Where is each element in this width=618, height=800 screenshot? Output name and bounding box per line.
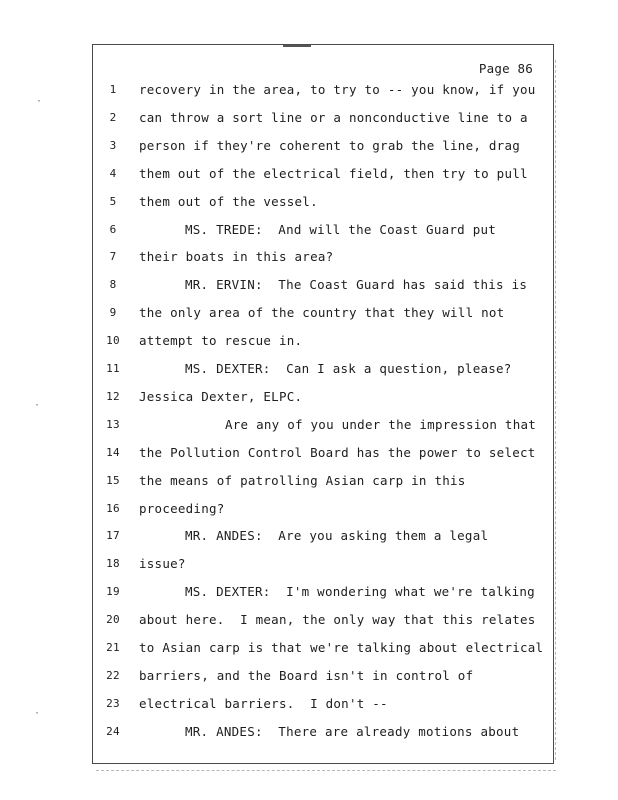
line-text: issue?	[139, 556, 186, 572]
line-text: can throw a sort line or a nonconductive line to a	[139, 109, 528, 125]
line-text: to Asian carp is that we're talking about electrical	[139, 640, 544, 655]
line-text: MS. TREDE: And will the Coast Guard put	[185, 221, 497, 237]
line-text: barriers, and the Board isn't in control of	[139, 667, 474, 683]
page-number: Page 86	[478, 61, 533, 76]
line-number: 14	[106, 445, 120, 459]
line-number: 19	[106, 585, 120, 599]
transcript-line	[93, 136, 553, 156]
line-number: 1	[109, 83, 117, 96]
transcript-line	[93, 526, 553, 546]
line-number: 17	[106, 529, 120, 543]
transcript-line	[93, 275, 553, 295]
line-number: 13	[106, 417, 120, 431]
line-text: the only area of the country that they will not	[139, 305, 505, 321]
line-text: recovery in the area, to try to -- you know, if you	[139, 82, 536, 97]
line-number: 3	[109, 138, 117, 152]
transcript-line	[93, 331, 553, 351]
transcript-line	[93, 108, 553, 128]
line-number: 16	[106, 501, 120, 515]
transcript-line	[93, 220, 553, 240]
line-number: 15	[106, 473, 120, 487]
transcript-line	[93, 499, 553, 519]
line-number: 5	[109, 194, 117, 208]
line-number: 10	[106, 334, 120, 348]
line-number: 11	[106, 362, 120, 375]
transcript-page	[92, 44, 554, 764]
transcript-line	[93, 303, 553, 323]
line-text: them out of the vessel.	[139, 193, 318, 209]
transcript-line	[93, 582, 553, 602]
line-number: 2	[109, 110, 117, 124]
line-number: 21	[106, 641, 120, 654]
transcript-line	[93, 415, 553, 435]
line-number: 12	[106, 389, 120, 403]
margin-mark: ·	[36, 96, 43, 107]
line-text: MR. ANDES: Are you asking them a legal	[185, 528, 489, 544]
transcript-line	[93, 694, 553, 714]
margin-mark: ·	[34, 708, 41, 719]
right-scan-edge	[555, 60, 560, 760]
line-number: 4	[109, 166, 117, 180]
line-number: 6	[109, 222, 117, 236]
line-number: 24	[106, 724, 120, 738]
transcript-line	[93, 638, 553, 658]
transcript-line	[93, 722, 553, 742]
line-text: them out of the electrical field, then try to pull	[139, 165, 528, 181]
line-text: electrical barriers. I don't --	[139, 695, 388, 711]
line-text: the Pollution Control Board has the power to select	[139, 444, 536, 460]
transcript-line	[93, 610, 553, 630]
line-text: the means of patrolling Asian carp in this	[139, 472, 466, 488]
transcript-line	[93, 387, 553, 407]
transcript-line	[93, 247, 553, 267]
line-text: proceeding?	[139, 500, 225, 516]
line-text: about here. I mean, the only way that this relates	[139, 612, 536, 628]
transcript-line	[93, 554, 553, 574]
bottom-scan-edge	[96, 770, 556, 772]
line-number: 7	[109, 250, 117, 264]
margin-mark: ·	[34, 400, 41, 411]
line-text: Jessica Dexter, ELPC.	[139, 388, 303, 404]
transcript-line	[93, 443, 553, 463]
line-text: person if they're coherent to grab the line, drag	[139, 137, 521, 153]
transcript-line	[93, 666, 553, 686]
transcript-line	[93, 359, 553, 379]
transcript-line	[93, 80, 553, 100]
line-number: 8	[109, 278, 117, 292]
line-number: 9	[109, 306, 117, 320]
line-text: attempt to rescue in.	[139, 333, 303, 349]
line-number: 22	[106, 668, 120, 682]
line-number: 20	[106, 613, 120, 627]
line-number: 23	[106, 696, 120, 710]
line-text: MR. ANDES: There are already motions about	[185, 723, 520, 739]
line-text: Are any of you under the impression that	[225, 416, 537, 432]
transcript-line	[93, 164, 553, 184]
line-text: MS. DEXTER: I'm wondering what we're talking	[185, 584, 535, 600]
line-text: their boats in this area?	[139, 249, 334, 265]
line-text: MS. DEXTER: Can I ask a question, please?	[185, 361, 512, 376]
transcript-body	[93, 45, 553, 763]
transcript-line	[93, 471, 553, 491]
transcript-line	[93, 192, 553, 212]
line-number: 18	[106, 557, 120, 571]
line-text: MR. ERVIN: The Coast Guard has said this is	[185, 277, 528, 293]
